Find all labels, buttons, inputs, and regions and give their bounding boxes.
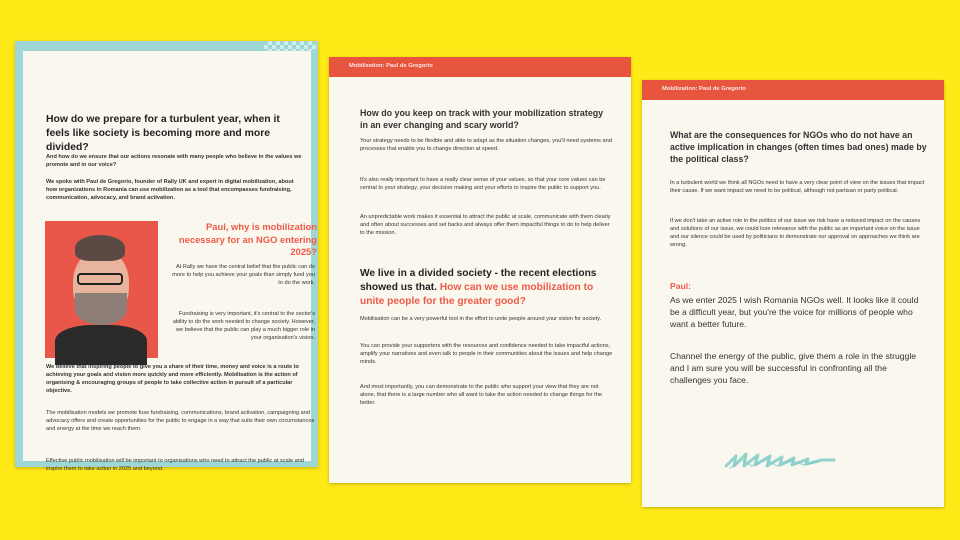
page-title: How do we prepare for a turbulent year, when it feels like society is becoming more and more divided?: [46, 114, 280, 153]
page-header-label: Mobilization: Paul de Gregorio: [662, 86, 746, 92]
body-paragraph-4: Mobilisation can be a very powerful tool in the effort to unite people around your vision for society.: [360, 316, 602, 322]
page-header-label: Mobilization: Paul de Gregorio: [349, 63, 433, 69]
speaker-label: Paul:: [670, 281, 692, 291]
page-header-bar: [329, 57, 631, 77]
body-paragraph-5: You can provide your supporters with the resources and confidence needed to take impactful actions, amplify your narratives and even talk to people in their communities about the issues and help change minds.: [360, 343, 613, 366]
page-1: [15, 41, 318, 473]
answer-paragraph-1: At Rally we have the central belief that the public can do more to help you achieve your goals than simply fund you to do the work.: [172, 264, 315, 287]
page-2: [329, 57, 631, 483]
page-header-bar: [642, 80, 944, 100]
intro-paragraph: We spoke with Paul de Gregorio, founder of Rally UK and expert in digital mobilization, about how organizations in Romania can use mobilization as a tool that encompasses fundraising, communication, advocacy, and brand activation.: [46, 179, 294, 202]
body-paragraph-3: Effective public mobilisation will be important to organisations who need to attract the public at scale and inspire them to take action in 2025 and beyond.: [46, 458, 304, 473]
question-heading-2-highlight: How can we use mobilization to unite people for the greater good?: [360, 281, 594, 307]
photo-shirt: [55, 325, 147, 365]
body-paragraph-2: If we don't take an active role in the politics of our issue we risk have a reduced impact on the causes and solutions of our issue, we could lose relevance with the public as an important voice on the issue and our silence could be used by politicians to demonstrate our approval on approaches we think are wrong.: [670, 218, 921, 249]
photo-glasses: [77, 273, 123, 285]
photo-hair: [75, 235, 125, 261]
closing-paragraph-1: As we enter 2025 I wish Romania NGOs well. It looks like it could be a difficult year, but you're the voice for millions of people who want a better future.: [670, 295, 919, 330]
interview-question: Paul, why is mobilization necessary for an NGO entering 2025?: [178, 221, 317, 258]
closing-paragraph-2: Channel the energy of the public, give them a role in the struggle and I am sure you will be successful in confronting all the challenges you face.: [670, 351, 917, 386]
body-paragraph-1: Your strategy needs to be flexible and able to adapt as the situation changes, you'll need systems and processes that enable you to change direction at speed.: [360, 138, 612, 153]
question-heading-2-statement: We live in a divided society - the recent elections showed us that.: [360, 268, 597, 293]
question-heading-1: How do you keep on track with your mobilization strategy in an ever changing and scary world?: [360, 108, 604, 131]
photo-beard: [75, 293, 127, 325]
body-paragraph-1: In a turbulent world we think all NGOs need to have a very clear point of view on the issues that impact their cause. If we want impact we need to be political, although not partisan or party political.: [670, 180, 925, 195]
body-paragraph-6: And most importantly, you can demonstrate to the public who support your view that they are not alone, that there is a large number who all want to take the action needed to change things for the better.: [360, 384, 602, 407]
page-3: [642, 80, 944, 507]
portrait-photo: [45, 221, 158, 358]
question-heading-2: [360, 267, 620, 308]
signature-scribble: [722, 448, 838, 472]
body-paragraph-2: The mobilisation models we promote fuse fundraising, communications, brand activation, campaigning and advocacy offers and create opportunities for the public to engage in a way that suits their own circumstances and energy at the time we reach them.: [46, 410, 315, 433]
answer-paragraph-2: Fundraising is very important, it's central to the sector's ability to do the work needed to change society. However, we believe that the public can play a much bigger role in your organisation's vision.: [172, 311, 315, 342]
checker-pattern: [264, 41, 316, 51]
body-paragraph-2: It's also really important to have a really clear sense of your values, so that your core values can be central to your strategy, your decision making and your efforts to inspire the public to support you.: [360, 177, 606, 192]
body-paragraph-3: An unpredictable work makes it essential to attract the public at scale, communicate with them clearly and often about successes and set backs and always offer them impactful things to do to help deliver to the mission.: [360, 214, 611, 237]
page-subtitle: And how do we ensure that our actions resonate with many people who believe in the values we promote and in our voice?: [46, 154, 302, 169]
question-heading: What are the consequences for NGOs who do not have an active implication in changes (often times bad ones) made by the political class?: [670, 130, 927, 164]
bold-paragraph: We believe that inspiring people to give you a share of their time, money and voice is a route to achieving your goals and vision more quickly and more efficiently. Mobilisation is the action of organising & encouraging groups of people to take collective action in pursuit of a particular objective.: [46, 364, 299, 395]
